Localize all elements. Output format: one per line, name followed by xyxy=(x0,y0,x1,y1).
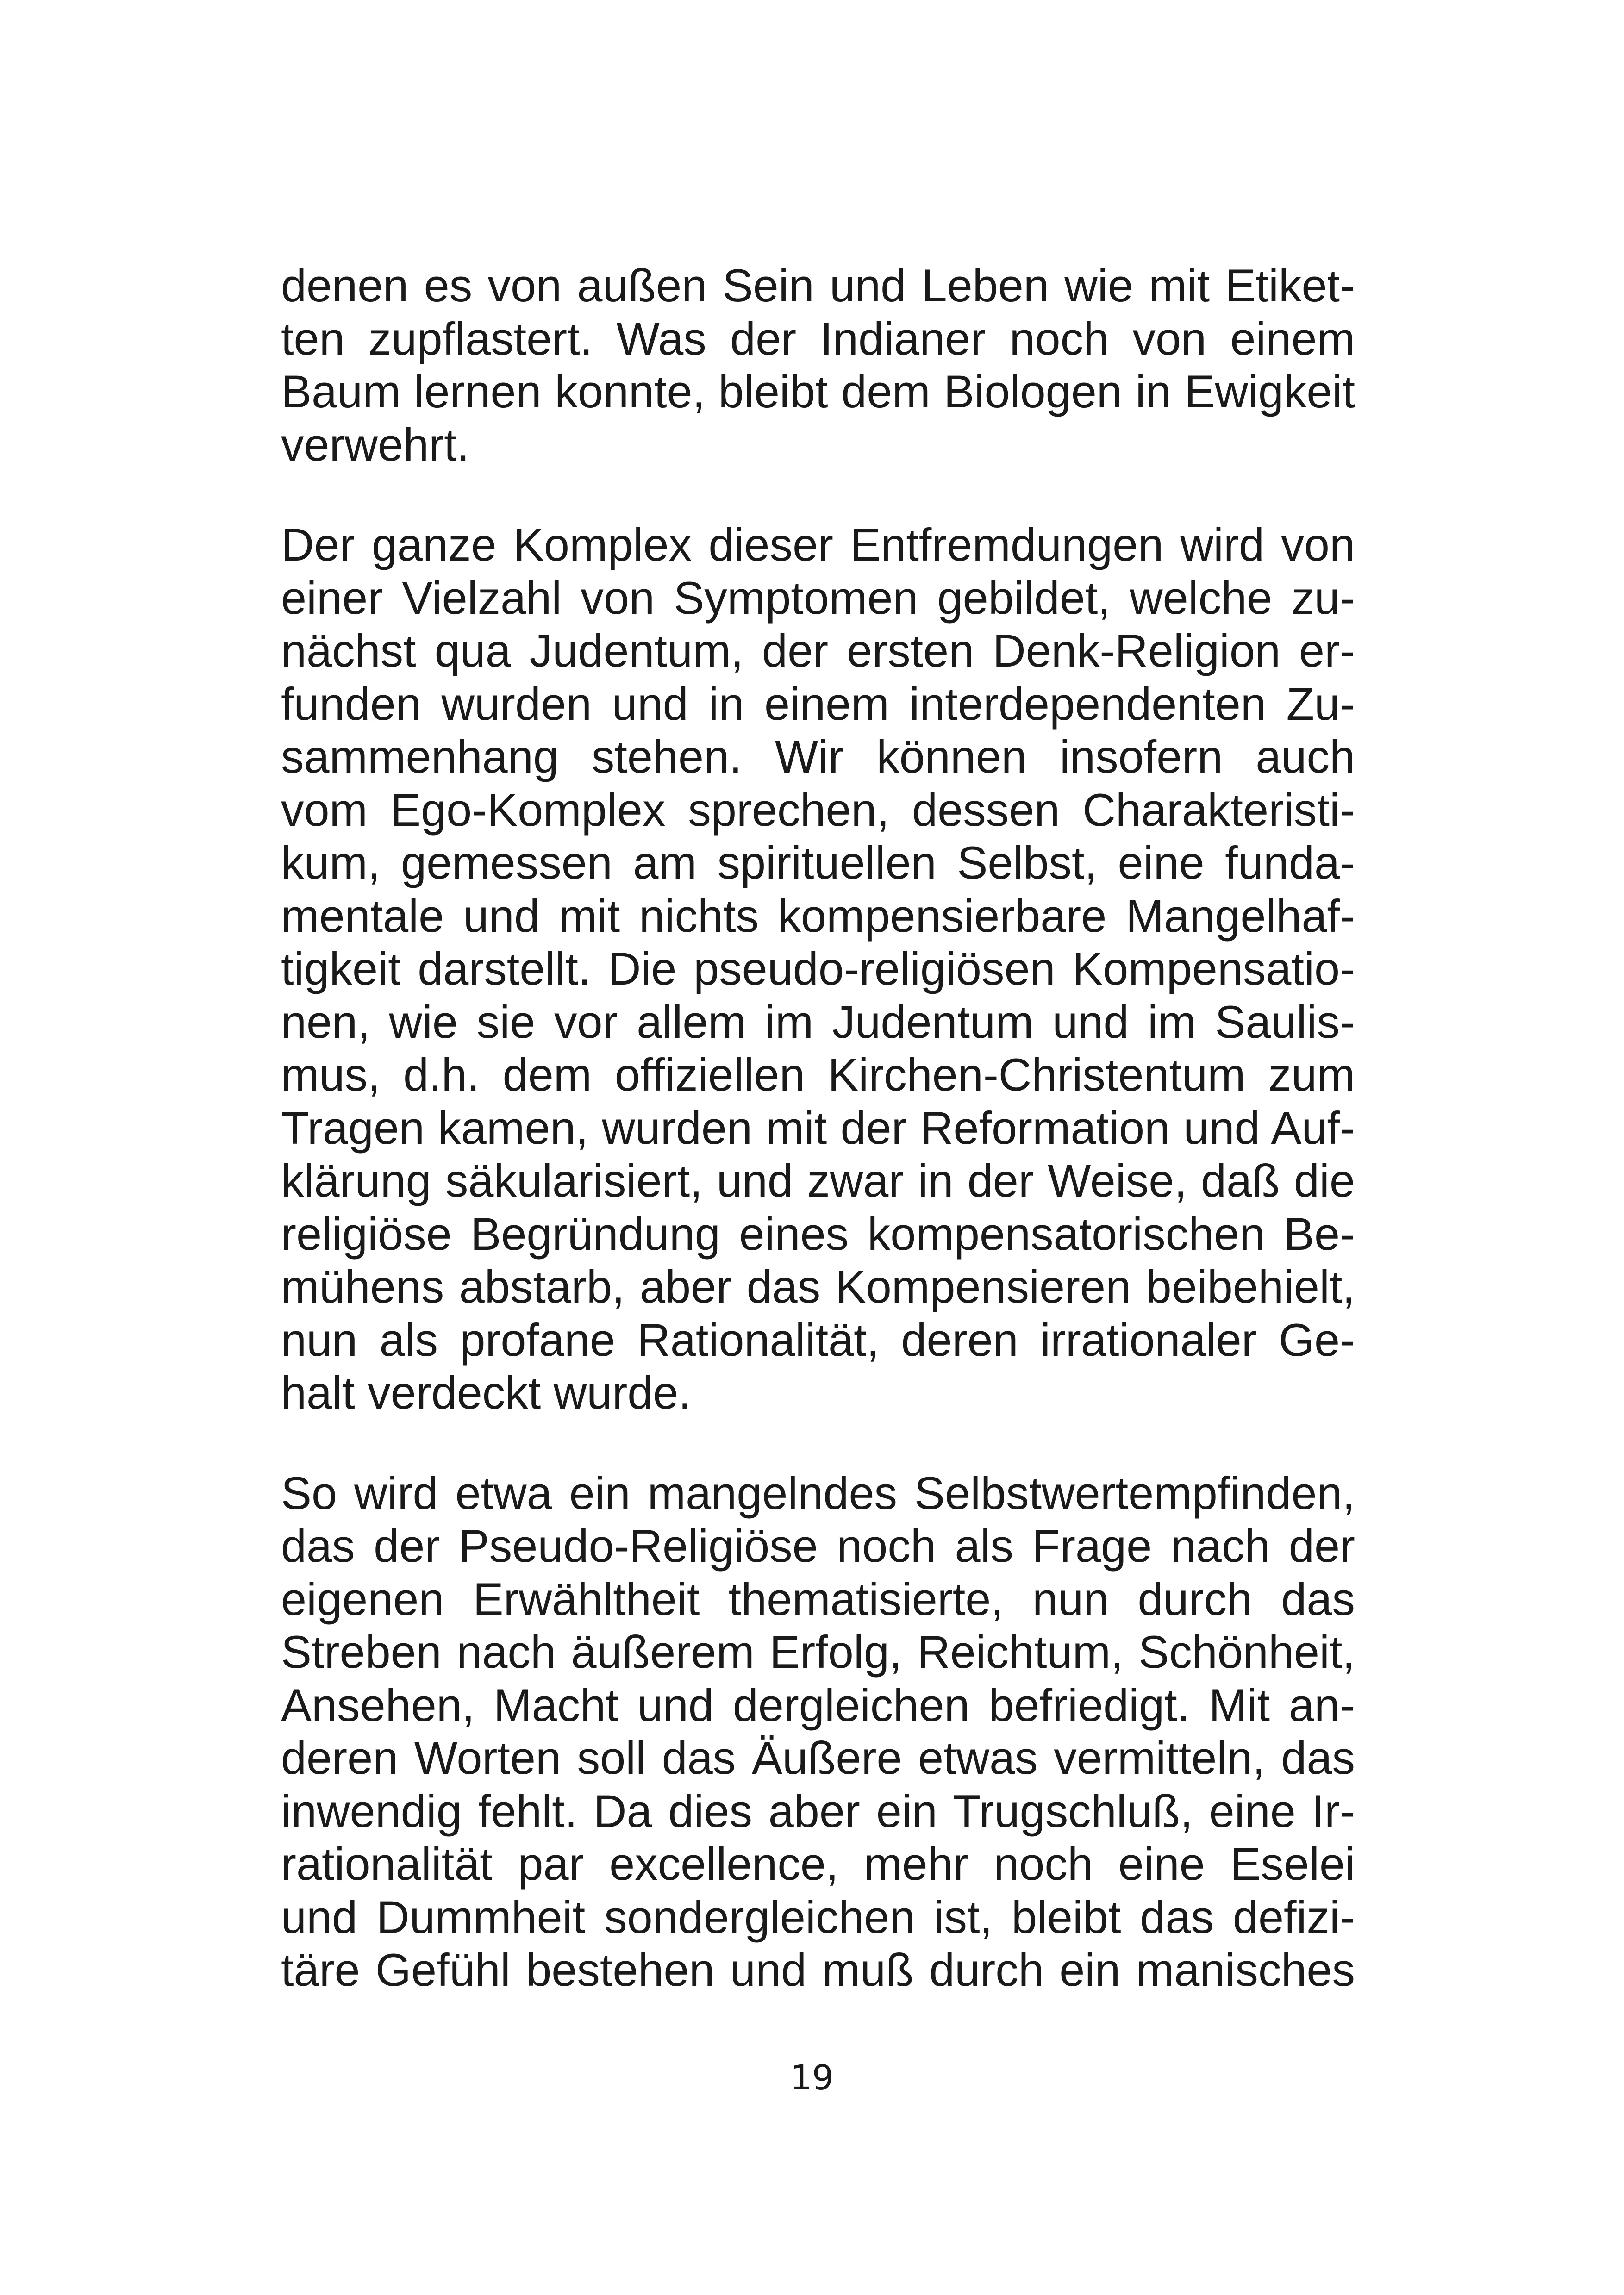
text-line: und Dummheit sondergleichen ist, bleibt das defizi- xyxy=(281,1891,1355,1943)
text-line: mentale und mit nichts kompensierbare Mangelhaf- xyxy=(281,890,1355,942)
body-text xyxy=(281,259,1355,2044)
text-line: sammenhang stehen. Wir können insofern auch xyxy=(281,731,1355,782)
text-line: religiöse Begründung eines kompensatorischen Be- xyxy=(281,1208,1355,1260)
text-line: So wird etwa ein mangelndes Selbstwertempfinden, xyxy=(281,1467,1355,1519)
page-number: 19 xyxy=(790,2058,834,2098)
text-line: rationalität par excellence, mehr noch eine Eselei xyxy=(281,1838,1355,1890)
text-line: mus, d.h. dem offiziellen Kirchen-Christentum zum xyxy=(281,1049,1355,1100)
text-line: halt verdeckt wurde. xyxy=(281,1367,691,1418)
text-line: Tragen kamen, wurden mit der Reformation und Auf- xyxy=(281,1102,1355,1154)
text-line: denen es von außen Sein und Leben wie mit Etiket- xyxy=(281,260,1355,311)
text-line: funden wurden und in einem interdependenten Zu- xyxy=(281,678,1355,730)
text-line: täre Gefühl bestehen und muß durch ein manisches xyxy=(281,1944,1355,1996)
text-line: inwendig fehlt. Da dies aber ein Trugschluß, eine Ir- xyxy=(281,1785,1355,1837)
text-line: kum, gemessen am spirituellen Selbst, eine funda- xyxy=(281,837,1355,888)
text-line: einer Vielzahl von Symptomen gebildet, welche zu- xyxy=(281,572,1355,624)
text-line: mühens abstarb, aber das Kompensieren beibehielt, xyxy=(281,1261,1355,1312)
text-line: verwehrt. xyxy=(281,418,470,470)
paragraph-2 xyxy=(281,518,1355,1420)
text-line: klärung säkularisiert, und zwar in der Weise, daß die xyxy=(281,1155,1355,1206)
text-line: Der ganze Komplex dieser Entfremdungen wird von xyxy=(281,519,1355,570)
text-line: nun als profane Rationalität, deren irrationaler Ge- xyxy=(281,1314,1355,1366)
text-line: Streben nach äußerem Erfolg, Reichtum, Schönheit, xyxy=(281,1626,1355,1678)
paragraph-1 xyxy=(281,259,1355,471)
text-line: tigkeit darstellt. Die pseudo-religiösen Kompensatio- xyxy=(281,943,1355,994)
text-line: Baum lernen konnte, bleibt dem Biologen in Ewigkeit xyxy=(281,366,1355,417)
text-line: Ansehen, Macht und dergleichen befriedigt. Mit an- xyxy=(281,1679,1355,1731)
text-line: das der Pseudo-Religiöse noch als Frage nach der xyxy=(281,1520,1355,1572)
text-line: eigenen Erwähltheit thematisierte, nun durch das xyxy=(281,1573,1355,1625)
text-line: vom Ego-Komplex sprechen, dessen Charakteristi- xyxy=(281,784,1355,836)
text-line: nächst qua Judentum, der ersten Denk-Religion er- xyxy=(281,625,1355,676)
text-line: deren Worten soll das Äußere etwas vermitteln, das xyxy=(281,1732,1355,1784)
text-line: nen, wie sie vor allem im Judentum und im Saulis- xyxy=(281,996,1355,1048)
text-line: ten zupflastert. Was der Indianer noch von einem xyxy=(281,312,1355,364)
paragraph-3 xyxy=(281,1467,1355,1997)
